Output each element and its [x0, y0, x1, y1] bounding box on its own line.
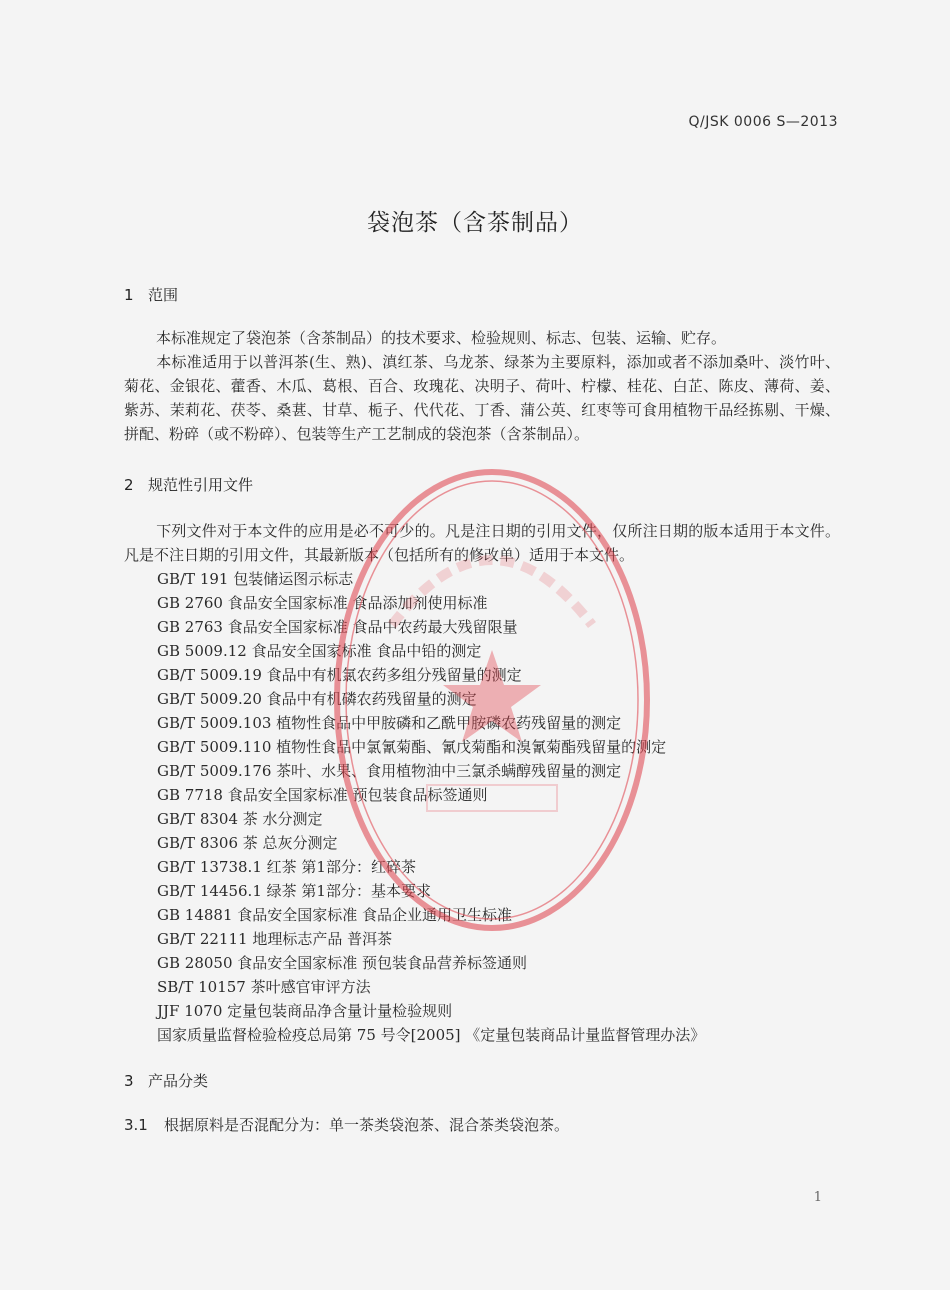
normative-references-intro: [124, 519, 840, 567]
reference-item: GB 14881 食品安全国家标准 食品企业通用卫生标准: [157, 906, 513, 924]
section-number: 3: [124, 1072, 134, 1090]
reference-item: SB/T 10157 茶叶感官审评方法: [157, 978, 371, 996]
section-number: 2: [124, 476, 134, 494]
paragraph-text: 本标准规定了袋泡茶（含茶制品）的技术要求、检验规则、标志、包装、运输、贮存。: [156, 329, 727, 347]
reference-item: GB 2763 食品安全国家标准 食品中农药最大残留限量: [157, 618, 518, 636]
section-title: 范围: [148, 286, 179, 304]
section-title: 规范性引用文件: [148, 476, 254, 494]
reference-item: GB/T 22111 地理标志产品 普洱茶: [157, 930, 393, 948]
reference-item: GB 2760 食品安全国家标准 食品添加剂使用标准: [157, 594, 488, 612]
reference-list: [157, 567, 705, 1047]
standard-code: Q/JSK 0006 S—2013: [688, 114, 838, 130]
reference-item: GB/T 5009.103 植物性食品中甲胺磷和乙酰甲胺磷农药残留量的测定: [157, 714, 622, 732]
reference-item: GB 5009.12 食品安全国家标准 食品中铅的测定: [157, 642, 482, 660]
scope-paragraph-2: [124, 350, 840, 446]
clause-3-1: [124, 1114, 569, 1135]
section-1-heading: [124, 284, 178, 305]
reference-item: GB/T 5009.176 茶叶、水果、食用植物油中三氯杀螨醇残留量的测定: [157, 762, 622, 780]
reference-item: GB/T 5009.20 食品中有机磷农药残留量的测定: [157, 690, 477, 708]
paragraph-text: 本标准适用于以普洱茶(生、熟)、滇红茶、乌龙茶、绿茶为主要原料，添加或者不添加桑叶、淡竹叶、菊花、金银花、藿香、木瓜、葛根、百合、玫瑰花、决明子、荷叶、柠檬、桂花、白芷、陈皮、薄荷、姜、紫苏、茉莉花、茯苓、桑葚、甘草、栀子、代代花、丁香、蒲公英、红枣等可食用植物干品经拣剔、干燥、拼配、粉碎（或不粉碎）、包装等生产工艺制成的袋泡茶（含茶制品）。: [124, 353, 840, 443]
reference-item: JJF 1070 定量包装商品净含量计量检验规则: [157, 1002, 453, 1020]
clause-text: 根据原料是否混配分为：单一茶类袋泡茶、混合茶类袋泡茶。: [164, 1116, 570, 1134]
reference-item: GB 28050 食品安全国家标准 预包装食品营养标签通则: [157, 954, 528, 972]
reference-item: GB/T 5009.19 食品中有机氯农药多组分残留量的测定: [157, 666, 522, 684]
section-title: 产品分类: [148, 1072, 209, 1090]
reference-item: 国家质量监督检验检疫总局第 75 号令[2005] 《定量包装商品计量监督管理办法》: [157, 1026, 706, 1044]
reference-item: GB/T 5009.110 植物性食品中氯氰菊酯、氰戊菊酯和溴氰菊酯残留量的测定: [157, 738, 667, 756]
page-number: 1: [813, 1190, 822, 1205]
reference-item: GB/T 8304 茶 水分测定: [157, 810, 323, 828]
reference-item: GB/T 13738.1 红茶 第1部分：红碎茶: [157, 858, 416, 876]
paragraph-text: 下列文件对于本文件的应用是必不可少的。凡是注日期的引用文件，仅所注日期的版本适用于本文件。凡是不注日期的引用文件，其最新版本（包括所有的修改单）适用于本文件。: [124, 522, 840, 564]
scope-paragraph-1: [124, 326, 840, 350]
reference-item: GB/T 191 包装储运图示标志: [157, 570, 354, 588]
reference-item: GB/T 14456.1 绿茶 第1部分：基本要求: [157, 882, 431, 900]
reference-item: GB/T 8306 茶 总灰分测定: [157, 834, 338, 852]
section-2-heading: [124, 474, 253, 495]
section-3-heading: [124, 1070, 208, 1091]
document-title: 袋泡茶（含茶制品）: [367, 210, 583, 236]
reference-item: GB 7718 食品安全国家标准 预包装食品标签通则: [157, 786, 488, 804]
clause-number: 3.1: [124, 1116, 148, 1134]
section-number: 1: [124, 286, 134, 304]
